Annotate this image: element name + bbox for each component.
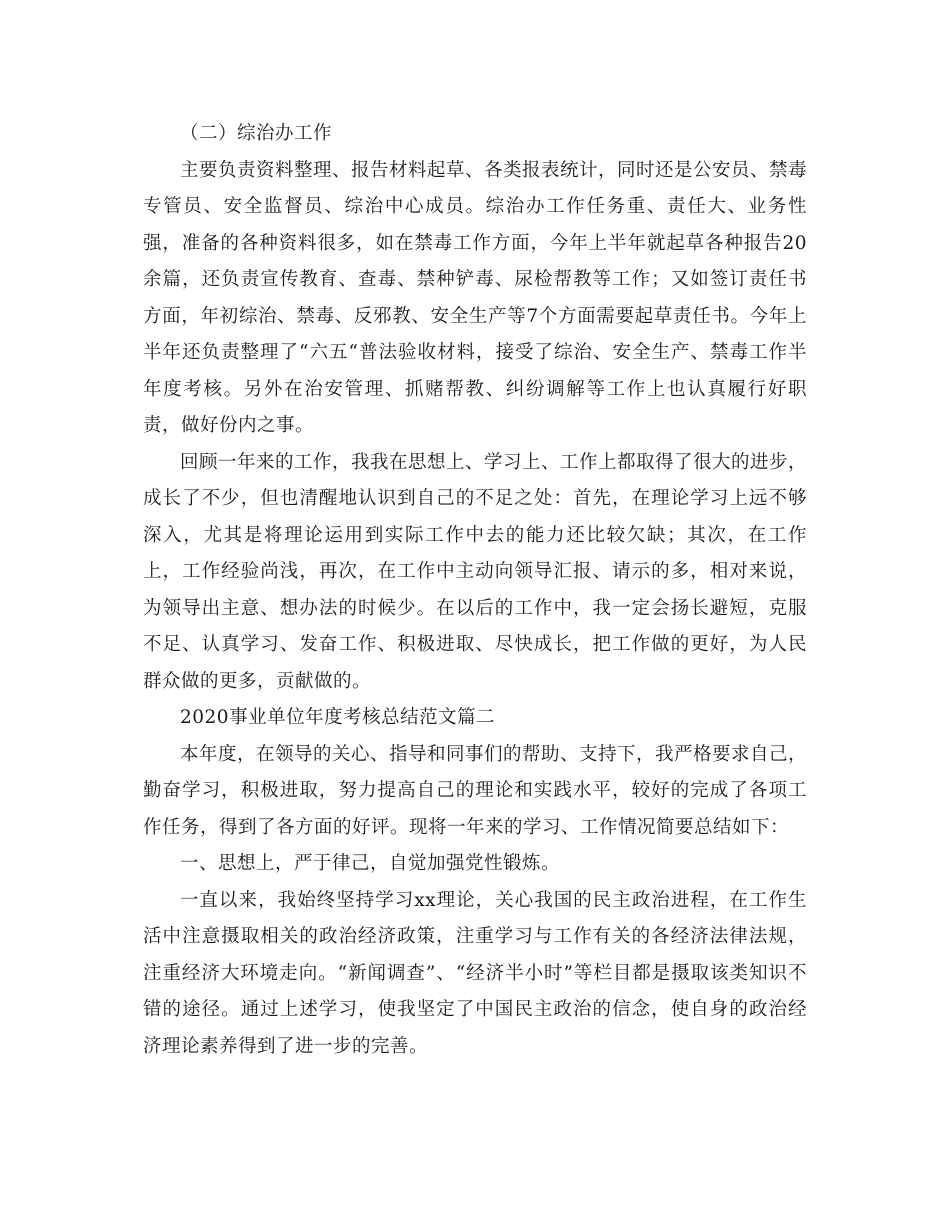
document-body bbox=[143, 116, 807, 1065]
paragraph-year-review: 回顾一年来的工作，我我在思想上、学习上、工作上都取得了很大的进步，成长了不少，但也清醒地认识到自己的不足之处：首先，在理论学习上远不够深入，尤其是将理论运用到实际工作中去的能力还比较欠缺；其次，在工作上，工作经验尚浅，再次，在工作中主动向领导汇报、请示的多，相对来说，为领导出主意、想办法的时候少。在以后的工作中，我一定会扬长避短，克服不足、认真学习、发奋工作、积极进取、尽快成长，把工作做的更好，为人民群众做的更多，贡献做的。 bbox=[143, 451, 808, 692]
section-heading-zongzhiban: （二）综治办工作 bbox=[180, 123, 333, 144]
paragraph-intro: 本年度，在领导的关心、指导和同事们的帮助、支持下，我严格要求自己，勤奋学习，积极进取，努力提高自己的理论和实践水平，较好的完成了各项工作任务，得到了各方面的好评。现将一年来的学习、工作情况简要总结如下： bbox=[143, 743, 808, 838]
paragraph-theory-study: 一直以来，我始终坚持学习xx理论，关心我国的民主政治进程，在工作生活中注意摄取相关的政治经济政策，注重学习与工作有关的各经济法律法规，注重经济大环境走向。“新闻调查”、“经济半小时”等栏目都是摄取该类知识不错的途径。通过上述学习，使我坚定了中国民主政治的信念，使自身的政治经济理论素养得到了进一步的完善。 bbox=[143, 889, 807, 1057]
article-title-part-two: 2020事业单位年度考核总结范文篇二 bbox=[180, 707, 496, 728]
section-heading-ideology: 一、思想上，严于律己，自觉加强党性锻炼。 bbox=[180, 853, 561, 874]
paragraph-zongzhiban-duties: 主要负责资料整理、报告材料起草、各类报表统计，同时还是公安员、禁毒专管员、安全监督员、综治中心成员。综治办工作任务重、责任大、业务性强，准备的各种资料很多，如在禁毒工作方面，今年上半年就起草各种报告20余篇，还负责宣传教育、查毒、禁种铲毒、尿检帮教等工作；又如签订责任书方面，年初综治、禁毒、反邪教、安全生产等7个方面需要起草责任书。今年上半年还负责整理了“六五“普法验收材料，接受了综治、安全生产、禁毒工作半年度考核。另外在治安管理、抓赌帮教、纠纷调解等工作上也认真履行好职责，做好份内之事。 bbox=[143, 159, 808, 436]
